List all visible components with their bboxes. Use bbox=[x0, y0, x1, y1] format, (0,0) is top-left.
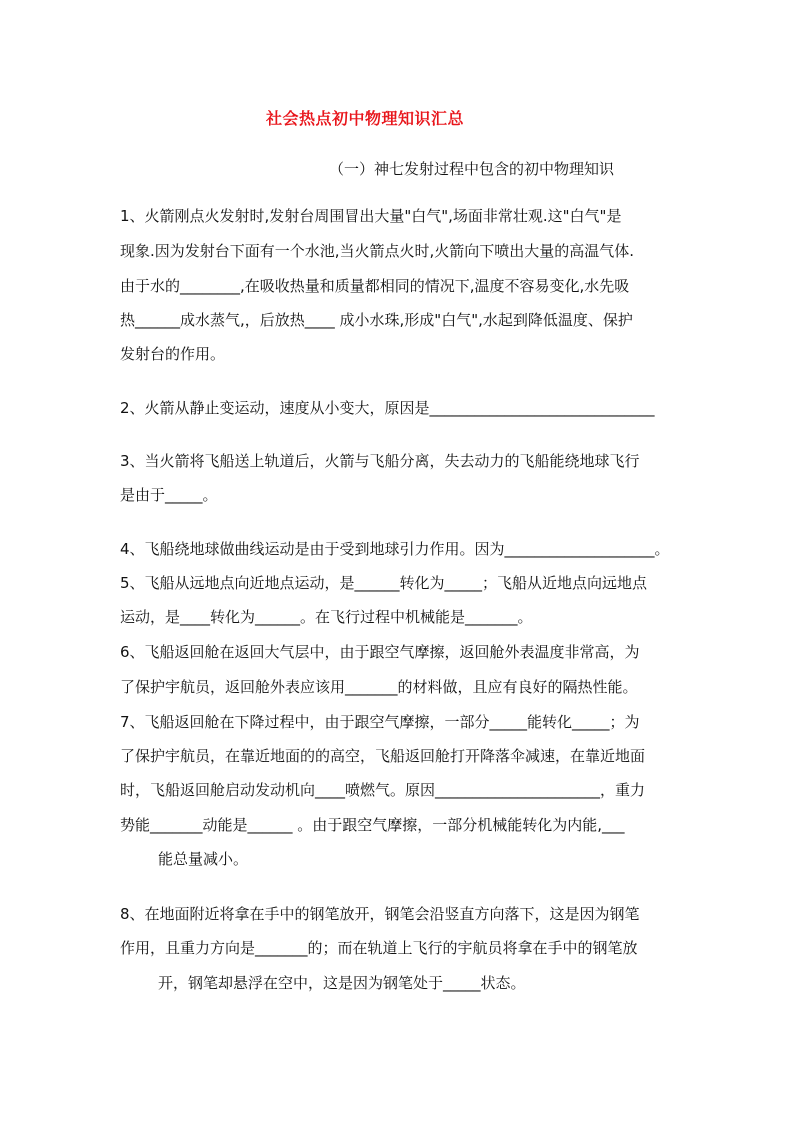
question-5-line-1: 5、飞船从远地点向近地点运动，是______转化为_____；飞船从近地点向远地点 bbox=[120, 574, 648, 592]
question-1-line-3: 由于水的________,在吸收热量和质量都相同的情况下,温度不容易变化,水先吸 bbox=[120, 277, 630, 295]
section-heading: （一）神七发射过程中包含的初中物理知识 bbox=[329, 160, 615, 178]
question-6-line-2: 了保护宇航员，返回舱外表应该用_______的材料做，且应有良好的隔热性能。 bbox=[120, 678, 638, 696]
question-7-line-4: 势能_______动能是______ 。由于跟空气摩擦，一部分机械能转化为内能,___ bbox=[120, 816, 625, 834]
question-1-line-1: 1、火箭刚点火发射时,发射台周围冒出大量"白气",场面非常壮观.这"白气"是 bbox=[120, 207, 622, 225]
question-8-line-3: 开，钢笔却悬浮在空中，这是因为钢笔处于_____状态。 bbox=[158, 974, 526, 992]
question-1-line-4: 热______成水蒸气,，后放热____ 成小水珠,形成"白气",水起到降低温度、保护 bbox=[120, 311, 633, 329]
question-8-line-1: 8、在地面附近将拿在手中的钢笔放开，钢笔会沿竖直方向落下，这是因为钢笔 bbox=[120, 905, 640, 923]
question-3-line-1: 3、当火箭将飞船送上轨道后，火箭与飞船分离，失去动力的飞船能绕地球飞行 bbox=[120, 452, 640, 470]
question-7-line-5: 能总量减小。 bbox=[158, 850, 249, 868]
question-7-line-3: 时，飞船返回舱启动发动机向____喷燃气。原因______________________，重力 bbox=[120, 781, 646, 799]
question-7-line-2: 了保护宇航员，在靠近地面的的高空，飞船返回舱打开降落伞减速，在靠近地面 bbox=[120, 747, 646, 765]
question-7-line-1: 7、飞船返回舱在下降过程中，由于跟空气摩擦，一部分_____能转化_____；为 bbox=[120, 713, 640, 731]
question-1-line-5: 发射台的作用。 bbox=[120, 345, 226, 363]
question-4-line-1: 4、飞船绕地球做曲线运动是由于受到地球引力作用。因为____________________。 bbox=[120, 540, 670, 558]
question-3-line-2: 是由于_____。 bbox=[120, 486, 218, 504]
question-6-line-1: 6、飞船返回舱在返回大气层中，由于跟空气摩擦，返回舱外表温度非常高，为 bbox=[120, 643, 640, 661]
question-1-line-2: 现象.因为发射台下面有一个水池,当火箭点火时,火箭向下喷出大量的高温气体. bbox=[120, 242, 635, 260]
question-2-line-1: 2、火箭从静止变运动，速度从小变大，原因是______________________________ bbox=[120, 399, 655, 417]
document-title: 社会热点初中物理知识汇总 bbox=[266, 109, 465, 128]
question-5-line-2: 运动，是____转化为______。在飞行过程中机械能是_______。 bbox=[120, 608, 533, 626]
question-8-line-2: 作用，且重力方向是_______的；而在轨道上飞行的宇航员将拿在手中的钢笔放 bbox=[120, 939, 638, 957]
